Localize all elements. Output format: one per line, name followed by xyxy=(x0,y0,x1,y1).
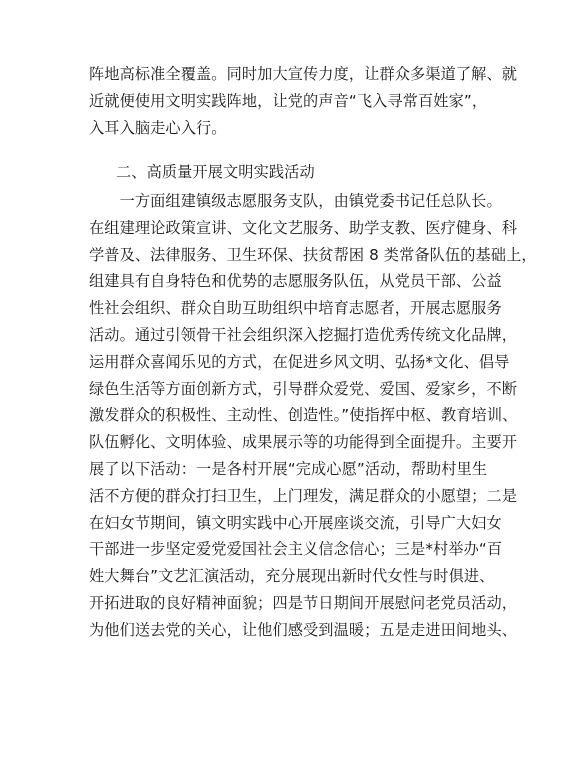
text-line: 组建具有自身特色和优势的志愿服务队伍，从党员干部、公益 xyxy=(89,272,502,291)
text-line: 激发群众的积极性、主动性、创造性。”使指挥中枢、教育培训、 xyxy=(89,406,518,425)
text-line: 开拓进取的良好精神面貌；四是节日期间开展慰问老党员活动， xyxy=(89,593,518,612)
text-line: 在妇女节期间，镇文明实践中心开展座谈交流，引导广大妇女 xyxy=(89,513,502,532)
section-heading xyxy=(116,159,315,186)
text-line: 在组建理论政策宣讲、文化文艺服务、助学支教、医疗健身、科 xyxy=(89,218,518,237)
paragraph-activities xyxy=(89,188,537,644)
text-line: 入耳入脑走心入行。 xyxy=(89,118,227,137)
text-line: 阵地高标准全覆盖。同时加大宣传力度，让群众多渠道了解、就 xyxy=(89,65,518,83)
text-line: 活不方便的群众打扫卫生，上门理发，满足群众的小愿望；二是 xyxy=(89,486,518,505)
section-heading-text: 二、高质量开展文明实践活动 xyxy=(116,163,315,181)
text-line: 一方面组建镇级志愿服务支队，由镇党委书记任总队长。 xyxy=(89,192,502,210)
text-line: 队伍孵化、文明体验、成果展示等的功能得到全面提升。主要开 xyxy=(89,433,518,452)
text-line: 活动。通过引领骨干社会组织深入挖掘打造优秀传统文化品牌， xyxy=(89,325,518,344)
text-line: 为他们送去党的关心，让他们感受到温暖；五是走进田间地头、 xyxy=(89,620,518,639)
text-line: 学普及、法律服务、卫生环保、扶贫帮困 8 类常备队伍的基础上， xyxy=(89,245,537,264)
paragraph-intro xyxy=(89,61,518,141)
text-line: 性社会组织、群众自助互助组织中培育志愿者，开展志愿服务 xyxy=(89,299,502,318)
text-line: 运用群众喜闻乐见的方式，在促进乡风文明、弘扬*文化、倡导 xyxy=(89,352,510,371)
text-line: 绿色生活等方面创新方式，引导群众爱党、爱国、爱家乡，不断 xyxy=(89,379,518,398)
text-line: 近就便使用文明实践阵地，让党的声音“飞入寻常百姓家”， xyxy=(89,91,488,110)
text-line: 姓大舞台”文艺汇演活动，充分展现出新时代女性与时俱进、 xyxy=(89,567,495,586)
text-line: 干部进一步坚定爱党爱国社会主义信念信心；三是*村举办“百 xyxy=(89,540,503,559)
text-line: 展了以下活动：一是各村开展“完成心愿”活动，帮助村里生 xyxy=(89,459,488,478)
